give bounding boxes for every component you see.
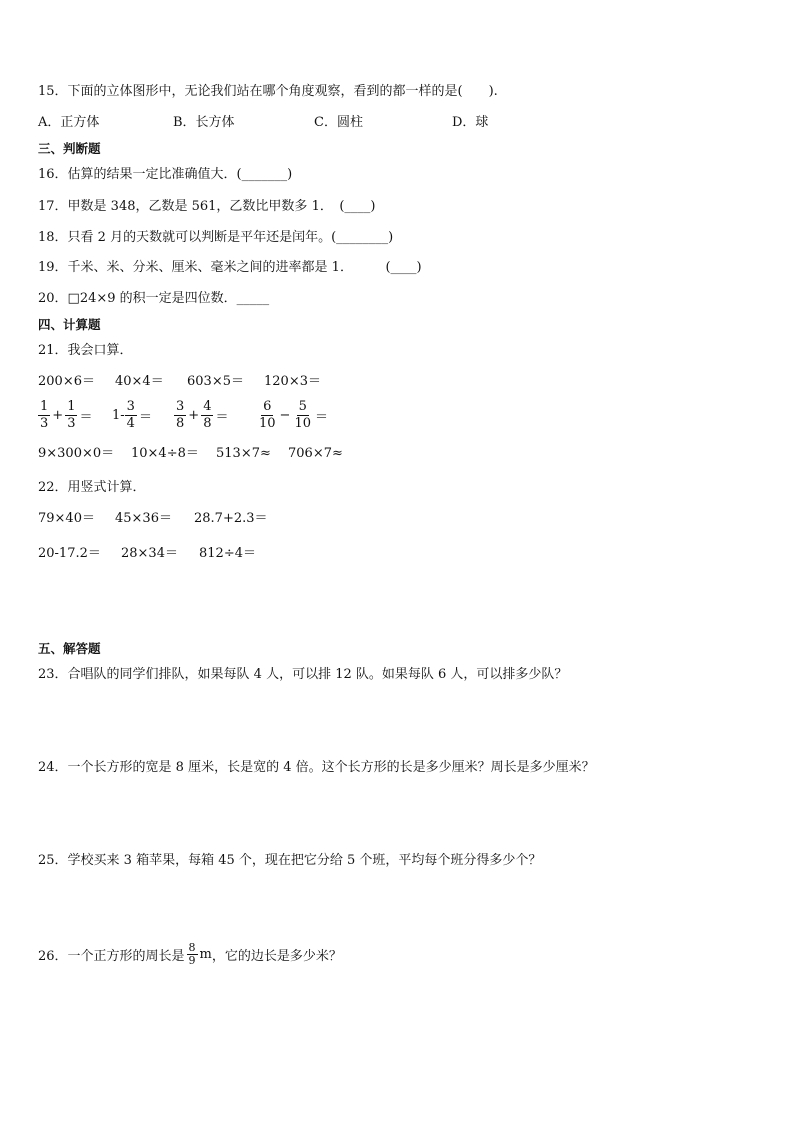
operator: +: [52, 408, 64, 423]
numerator: 3: [176, 399, 185, 414]
numerator: 1: [67, 399, 76, 414]
question-26: [38, 942, 342, 967]
vertical-calc-6: 812÷4＝: [199, 546, 256, 561]
unit: m: [199, 947, 212, 962]
denominator: 8: [176, 416, 185, 431]
fraction-expr-4: [257, 399, 330, 432]
vertical-calc-4: 20-17.2＝: [38, 546, 101, 561]
question-26-tail: ，它的边长是多少米？: [211, 949, 342, 964]
vertical-calc-3: 28.7+2.3＝: [194, 511, 268, 526]
numerator: 3: [126, 399, 135, 414]
vertical-calc-1: 79×40＝: [38, 511, 95, 526]
fraction-expr-1: [38, 399, 94, 432]
section-heading-judge: 三、判断题: [38, 141, 101, 156]
denominator: 3: [67, 416, 76, 431]
lead-term: 1-: [112, 408, 125, 423]
question-24: 24．一个长方形的宽是 8 厘米，长是宽的 4 倍。这个长方形的长是多少厘米？周长是多少厘米？: [38, 760, 595, 775]
question-18: 18．只看 2 月的天数就可以判断是平年还是闰年。(________): [38, 230, 394, 245]
mental-calc-12: 706×7≈: [288, 446, 343, 461]
denominator: 9: [188, 954, 196, 967]
mental-calc-1: 200×6＝: [38, 374, 95, 389]
mental-calc-4: 120×3＝: [264, 374, 321, 389]
vertical-calc-2: 45×36＝: [115, 511, 172, 526]
section-heading-calc: 四、计算题: [38, 317, 101, 332]
option-a: A．正方体: [38, 115, 100, 130]
mental-calc-2: 40×4＝: [115, 374, 164, 389]
fraction-expr-3: [174, 399, 230, 432]
question-16: 16．估算的结果一定比准确值大．(_______): [38, 167, 293, 182]
mental-calc-10: 10×4÷8＝: [131, 446, 199, 461]
numerator: 5: [298, 399, 307, 414]
option-b: B．长方体: [173, 115, 235, 130]
equals: ＝: [215, 410, 229, 425]
question-17: 17．甲数是 348，乙数是 561，乙数比甲数多 1． (____): [38, 199, 376, 214]
fraction: [65, 399, 77, 432]
denominator: 10: [259, 416, 276, 431]
option-d: D．球: [452, 115, 489, 130]
option-c: C．圆柱: [314, 115, 363, 130]
numerator: 6: [263, 399, 272, 414]
question-25: 25．学校买来 3 箱苹果，每箱 45 个，现在把它分给 5 个班，平均每个班分得多少个？: [38, 853, 542, 868]
operator: −: [279, 408, 291, 423]
question-19: 19．千米、米、分米、厘米、毫米之间的进率都是 1． (____): [38, 260, 422, 275]
numerator: 4: [203, 399, 212, 414]
fraction-expr-2: [112, 399, 154, 432]
operator: +: [188, 408, 200, 423]
fraction: [292, 399, 313, 432]
fraction: [125, 399, 137, 432]
mental-calc-3: 603×5＝: [187, 374, 244, 389]
denominator: 3: [40, 416, 49, 431]
numerator: 8: [188, 941, 196, 954]
question-21-title: 21．我会口算．: [38, 343, 133, 358]
denominator: 4: [126, 416, 135, 431]
denominator: 10: [294, 416, 311, 431]
fraction: [174, 399, 186, 432]
equals: ＝: [138, 410, 152, 425]
mental-calc-11: 513×7≈: [216, 446, 271, 461]
equals: ＝: [79, 410, 93, 425]
equals: ＝: [315, 410, 329, 425]
question-22-title: 22．用竖式计算．: [38, 480, 146, 495]
denominator: 8: [203, 416, 212, 431]
fraction: [187, 942, 198, 967]
question-15-text: 15．下面的立体图形中，无论我们站在哪个角度观察，看到的都一样的是( ).: [38, 84, 498, 99]
fraction: [201, 399, 213, 432]
vertical-calc-5: 28×34＝: [121, 546, 178, 561]
question-23: 23．合唱队的同学们排队，如果每队 4 人，可以排 12 队。如果每队 6 人，可以排多少队？: [38, 667, 568, 682]
numerator: 1: [40, 399, 49, 414]
question-26-lead: 26．一个正方形的周长是: [38, 949, 185, 964]
fraction: [257, 399, 278, 432]
section-heading-answer: 五、解答题: [38, 641, 101, 656]
fraction: [38, 399, 50, 432]
question-20: 20．□24×9 的积一定是四位数．_____: [38, 291, 270, 306]
mental-calc-9: 9×300×0＝: [38, 446, 115, 461]
